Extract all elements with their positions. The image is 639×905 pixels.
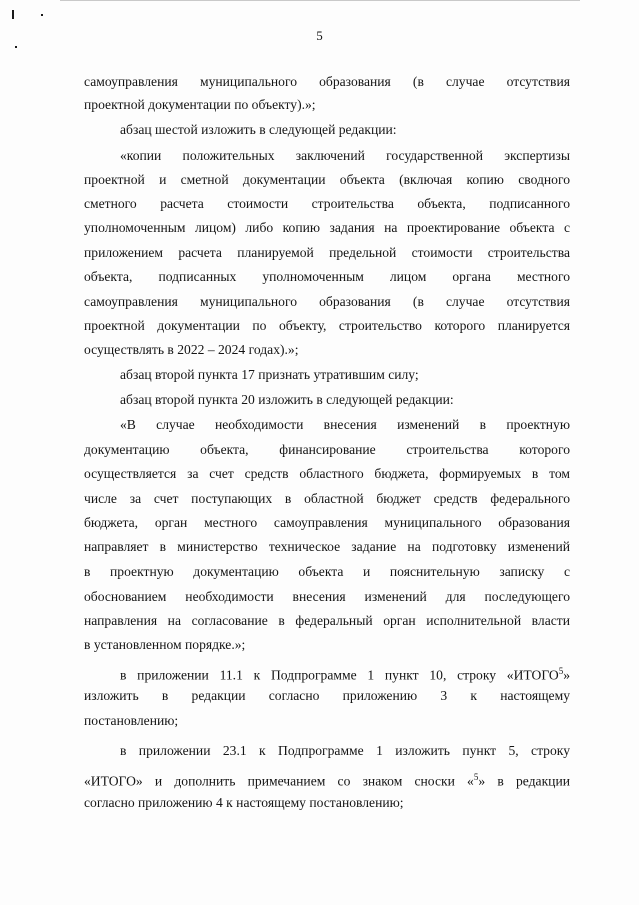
text-line: осуществлять в 2022 – 2024 годах).»; [84, 342, 299, 357]
text-line: самоуправления муниципального образования (в случае отсутствия [84, 294, 570, 309]
text-line: самоуправления муниципального образования (в случае отсутствия [84, 74, 570, 89]
text-line: уполномоченным лицом) либо копию задания на проектирование объекта с [84, 220, 570, 235]
scan-top-edge [60, 0, 580, 1]
scan-mark [12, 10, 14, 19]
text-line: «ИТОГО» и дополнить примечанием со знаком сноски «$^5$» в редакции [84, 772, 571, 789]
text-line: постановлению; [84, 713, 179, 728]
text-line: изложить в редакции согласно приложению 3 к настоящему [84, 688, 570, 703]
text-line: направляет в министерство техническое задание на подготовку изменений [84, 539, 570, 554]
text-line: абзац шестой изложить в следующей редакции: [120, 122, 397, 137]
text-line: проектной документации по объекту, строительство которого планируется [84, 318, 570, 333]
text-line: обоснованием необходимости внесения изменений для последующего [84, 589, 570, 604]
scan-mark [41, 14, 43, 16]
scan-mark [15, 46, 17, 48]
text-line: направления на согласование в федеральный орган исполнительной власти [84, 613, 570, 628]
text-line: в приложении 23.1 к Подпрограмме 1 изложить пункт 5, строку [120, 743, 570, 758]
text-line: сметного расчета стоимости строительства объекта, подписанного [84, 196, 570, 211]
text-line: проектной и сметной документации объекта (включая копию сводного [84, 172, 570, 187]
text-line: проектной документации по объекту).»; [84, 97, 316, 112]
text-line: бюджета, орган местного самоуправления муниципального образования [84, 515, 570, 530]
text-line: абзац второй пункта 17 признать утратившим силу; [120, 367, 419, 382]
text-line: «В случае необходимости внесения изменений в проектную [120, 417, 570, 432]
text-line: в проектную документацию объекта и пояснительную записку с [84, 564, 570, 579]
text-line: объекта, подписанных уполномоченным лицом органа местного [84, 269, 570, 284]
text-line: в приложении 11.1 к Подпрограмме 1 пункт 10, строку «ИТОГО$^5$» [120, 666, 570, 683]
text-line: числе за счет поступающих в областной бюджет средств федерального [84, 491, 570, 506]
text-line: в установленном порядке.»; [84, 637, 246, 652]
text-line: абзац второй пункта 20 изложить в следующей редакции: [120, 392, 454, 407]
text-line: согласно приложению 4 к настоящему постановлению; [84, 795, 404, 810]
text-line: «копии положительных заключений государственной экспертизы [120, 148, 570, 163]
text-line: приложением расчета планируемой предельной стоимости строительства [84, 245, 570, 260]
text-line: документацию объекта, финансирование строительства которого [84, 442, 570, 457]
page-number: 5 [316, 28, 323, 43]
text-line: осуществляется за счет средств областного бюджета, формируемых в том [84, 466, 570, 481]
